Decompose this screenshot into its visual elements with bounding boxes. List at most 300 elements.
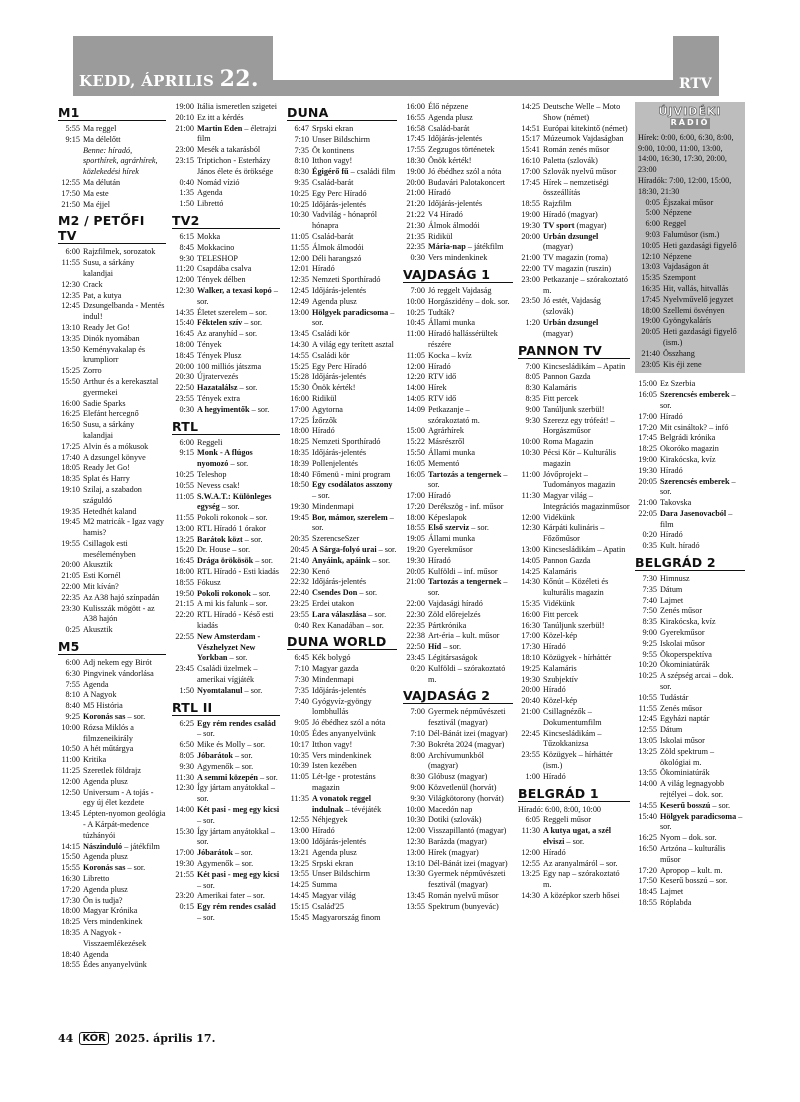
program-name: A középkor szerb hősei: [543, 890, 620, 900]
program-time: 7:50: [642, 606, 657, 616]
program-time: 12:55: [638, 725, 657, 735]
program-row: [287, 869, 397, 880]
program-name: Zöld spektrum – ökológiai m.: [660, 746, 715, 767]
program-row: [635, 530, 745, 541]
program-time: 22:32: [290, 577, 309, 587]
program-name: Egyházi naptár: [660, 714, 710, 724]
program-row: [58, 852, 166, 863]
program-title: [197, 773, 280, 784]
program-row: [172, 438, 280, 449]
program-time: 1:35: [179, 188, 194, 198]
program-row: [172, 188, 280, 199]
program-title: [312, 297, 397, 308]
program-time: 13:35: [61, 333, 80, 343]
program-time: 10:25: [406, 307, 425, 317]
program-time: 15:50: [406, 447, 425, 457]
program-row: [518, 772, 630, 783]
program-title: [197, 318, 280, 329]
program-title: [197, 264, 280, 275]
program-title: [660, 650, 745, 661]
program-name: Első szerviz: [428, 523, 470, 533]
program-title: [83, 906, 166, 917]
program-row: [287, 448, 397, 459]
program-name: Időjárás-jelentés: [312, 577, 367, 587]
program-time: 20:10: [175, 112, 194, 122]
program-row: [518, 610, 630, 621]
program-name: Anyáink, apáink: [312, 555, 371, 565]
program-title: [197, 805, 280, 827]
program-row: [58, 788, 166, 810]
program-title: [543, 437, 630, 448]
program-time: 12:01: [290, 264, 309, 274]
program-title: [312, 200, 397, 211]
program-time: 0:35: [642, 541, 657, 551]
program-row: [172, 805, 280, 827]
program-name: Román zenés műsor: [543, 145, 610, 155]
program-name: Agenda: [83, 949, 109, 959]
program-name: Akusztik: [83, 560, 113, 570]
program-time: 15:45: [290, 912, 309, 922]
program-row: [635, 833, 745, 844]
program-name: Mindenmapi: [312, 501, 354, 511]
program-name: Időjárás-jelentés: [428, 134, 483, 144]
program-row: [58, 323, 166, 334]
program-time: 17:45: [406, 134, 425, 144]
program-title: [543, 696, 630, 707]
program-name: Híradó: [428, 188, 451, 198]
program-time: 17:50: [61, 188, 80, 198]
program-row: [287, 913, 397, 924]
program-row: [635, 693, 745, 704]
program-title: [663, 349, 742, 360]
program-time: 22:35: [61, 592, 80, 602]
program-time: 14:25: [290, 880, 309, 890]
program-title: [428, 362, 513, 373]
program-row: [403, 513, 513, 524]
program-name: Srpski ekran: [312, 124, 354, 133]
program-row: [518, 232, 630, 254]
program-name: Két pasi - meg egy kicsi: [197, 869, 280, 879]
program-title: [663, 230, 742, 241]
program-row: [287, 329, 397, 340]
program-row: [58, 258, 166, 280]
program-name: TV magazin (ruszin): [543, 263, 612, 273]
program-title: [663, 360, 742, 371]
program-time: 13:25: [175, 534, 194, 544]
radio-news-times: Hírek: 0:00, 6:00, 6:30, 8:00, 9:00, 10:00, 11:00, 13:00, 14:00, 16:30, 17:30, 20:00, 23:00: [638, 132, 734, 175]
program-name: Petkazanje – szórakoztató m.: [428, 404, 480, 425]
program-row: [172, 448, 280, 470]
program-row: [518, 567, 630, 578]
program-name: Monk - A flúgos nyomozó: [197, 448, 253, 469]
program-time: 13:55: [406, 901, 425, 911]
program-title: [428, 437, 513, 448]
program-row: [518, 599, 630, 610]
program-name: Jóvőprojekt – Tudományos magazin: [543, 469, 616, 490]
program-title: [660, 477, 745, 499]
program-time: 15:00: [638, 379, 657, 389]
program-name: Bor, mámor, szerelem: [312, 512, 388, 522]
program-title: [428, 556, 513, 567]
program-title: [83, 507, 166, 518]
program-name: Önök kérték!: [312, 383, 356, 393]
program-time: 0:05: [645, 197, 660, 207]
program-row: [287, 675, 397, 686]
program-time: 10:25: [638, 671, 657, 681]
program-time: 16:30: [61, 874, 80, 883]
program-time: 5:55: [65, 124, 80, 133]
program-row: [58, 712, 166, 723]
program-name: A világ legnagyobb rejtélyei – dok. sor.: [660, 779, 725, 800]
program-name: Fitt percek: [543, 393, 579, 403]
program-title: [312, 599, 397, 610]
program-name: Főmenü - mini program: [312, 469, 391, 479]
program-name: RTV idő: [428, 372, 457, 382]
program-time: 14:00: [175, 805, 194, 815]
program-time: 13:50: [61, 344, 80, 354]
program-time: 17:25: [290, 415, 309, 425]
program-row: [518, 815, 630, 826]
program-row: [635, 768, 745, 779]
program-time: 9:30: [525, 415, 540, 425]
program-name: Családi kör: [312, 350, 350, 360]
program-title: [197, 848, 280, 859]
program-time: 7:00: [410, 285, 425, 295]
program-row: [403, 308, 513, 319]
program-name: A vonatok reggel indulnak: [312, 793, 371, 814]
program-name: Család-barát: [428, 123, 470, 133]
program-row: [638, 284, 742, 295]
program-title: [312, 210, 397, 232]
program-time: 11:05: [290, 231, 309, 241]
program-name: Kulisszák mögött - az A38 hajón: [83, 603, 155, 624]
program-name: Közügyek – hírháttér (ism.): [543, 750, 613, 771]
program-name: Állami munka: [428, 447, 476, 457]
program-genre: – sor.: [428, 577, 508, 598]
program-title: [83, 258, 166, 280]
program-time: 23:30: [61, 603, 80, 613]
program-time: 18:45: [175, 350, 194, 360]
program-title: [660, 844, 745, 866]
program-time: 10:05: [641, 240, 660, 250]
program-title: [83, 809, 166, 841]
program-name: Vidékünk: [543, 599, 575, 609]
program-title: [428, 145, 513, 156]
program-title: [663, 241, 742, 252]
program-title: [428, 794, 513, 805]
program-time: 19:30: [290, 501, 309, 511]
program-name: Kalamáris: [543, 566, 577, 576]
program-row: [518, 848, 630, 859]
program-time: 23:45: [406, 653, 425, 663]
program-row: [172, 481, 280, 492]
program-time: 22:05: [638, 508, 657, 518]
news-times: Híradó: 6:00, 8:00, 10:00: [518, 804, 602, 814]
program-time: 12:30: [175, 285, 194, 295]
program-row: [172, 243, 280, 254]
program-title: [312, 189, 397, 200]
program-name: Európai kitekintő (német): [543, 123, 628, 133]
program-row: [635, 747, 745, 769]
program-title: [312, 243, 397, 254]
program-row: [403, 156, 513, 167]
channel-heading: VAJDASÁG 1: [403, 267, 513, 283]
program-title: [83, 885, 166, 896]
program-row: [518, 653, 630, 664]
program-row: [518, 221, 630, 232]
program-time: 20:05: [638, 476, 657, 486]
program-title: [543, 491, 630, 513]
program-title: [663, 327, 742, 349]
program-title: [197, 448, 280, 470]
program-row: [58, 366, 166, 377]
program-row: [403, 502, 513, 513]
program-row: [58, 517, 166, 539]
program-time: 15:41: [521, 145, 540, 155]
program-row: [172, 275, 280, 286]
program-name: Az A38 hajó színpadán: [83, 592, 160, 602]
program-title: [543, 815, 630, 826]
program-genre: – sor.: [227, 653, 248, 663]
program-name: Egy Perc Híradó: [312, 361, 367, 371]
program-name: Déli harangszó: [312, 253, 362, 263]
program-name: Jó ébédhez szól a nóta: [312, 718, 386, 728]
program-title: [543, 675, 630, 686]
program-time: 7:00: [525, 361, 540, 371]
program-name: Önök kérték!: [428, 155, 472, 165]
program-time: 18:45: [638, 887, 657, 897]
program-title: [428, 470, 513, 492]
program-title: [83, 345, 166, 367]
program-time: 21:55: [175, 869, 194, 879]
program-name: Pártkrónika: [428, 620, 467, 630]
program-time: 12:55: [521, 858, 540, 868]
program-genre: – sor.: [237, 383, 258, 393]
program-name: A világ egy terített asztal: [312, 339, 394, 349]
program-time: 23:00: [175, 145, 194, 155]
program-time: 22:00: [61, 582, 80, 592]
program-time: 15:28: [290, 372, 309, 382]
program-title: [312, 146, 397, 157]
program-row: [172, 394, 280, 405]
program-title: [428, 210, 513, 221]
program-row: [403, 859, 513, 870]
program-time: 18:55: [638, 897, 657, 907]
program-name: Spektrum (bunyevác): [428, 901, 499, 911]
program-time: 11:55: [290, 242, 309, 252]
program-title: [543, 631, 630, 642]
program-name: Koronás sas: [83, 712, 126, 722]
program-name: Élő népzene: [428, 102, 469, 111]
program-genre: – sor.: [249, 404, 270, 414]
program-name: Magyar gazda: [312, 664, 359, 674]
program-name: Kőnút – Közéleti és kulturális magazin: [543, 577, 609, 598]
program-time: 21:00: [406, 188, 425, 198]
program-row: [403, 610, 513, 621]
program-name: 100 milliós játszma: [197, 361, 262, 371]
program-title: [428, 124, 513, 135]
program-title: [83, 453, 166, 464]
program-row: [287, 534, 397, 545]
program-time: 10:00: [521, 437, 540, 447]
program-row: [518, 178, 630, 200]
program-genre: – sor.: [370, 555, 391, 565]
program-name: Tények Plusz: [197, 350, 242, 360]
program-time: 13:30: [406, 869, 425, 879]
program-title: [83, 917, 166, 928]
header-day: KEDD, ÁPRILIS: [79, 72, 215, 90]
program-name: Híd: [428, 642, 442, 652]
program-title: [83, 409, 166, 420]
footer: [58, 1032, 215, 1045]
program-name: Szubjektív: [543, 674, 579, 684]
program-genre: – sor.: [312, 512, 394, 533]
program-time: 16:00: [61, 398, 80, 408]
program-row: [287, 297, 397, 308]
program-name: Itália ismeretlen szigetei: [197, 102, 278, 111]
program-name: Szellemi ösvényen: [663, 305, 725, 315]
program-row: [635, 596, 745, 607]
program-time: 7:40: [294, 696, 309, 706]
program-time: 16:00: [521, 609, 540, 619]
program-title: [663, 316, 742, 327]
program-row: [172, 719, 280, 741]
program-name: Sadie Sparks: [83, 398, 126, 408]
program-row: [403, 362, 513, 373]
program-row: [172, 535, 280, 546]
program-name: Mokka: [197, 231, 221, 241]
program-time: 18:25: [61, 917, 80, 927]
program-time: 6:47: [294, 124, 309, 133]
program-name: Ready Jet Go!: [83, 322, 130, 332]
program-name: Kritika: [83, 755, 107, 765]
program-name: A semmi közepén: [197, 772, 258, 782]
program-row: [287, 588, 397, 599]
program-time: 20:05: [406, 566, 425, 576]
program-title: [660, 390, 745, 412]
program-row: [58, 723, 166, 745]
program-title: [543, 859, 630, 870]
program-name: Arthur és a kerekasztal gyermekei: [83, 376, 159, 397]
program-row: [635, 433, 745, 444]
program-row: [58, 409, 166, 420]
program-time: 19:00: [638, 454, 657, 464]
program-time: 9:05: [294, 718, 309, 728]
program-time: 9:30: [179, 253, 194, 263]
program-name: Vadvilág - hónapról hónapra: [312, 210, 378, 231]
program-row: [518, 556, 630, 567]
program-title: [543, 232, 630, 254]
program-title: [197, 405, 280, 416]
program-name: Crack: [83, 279, 103, 289]
program-row: [58, 453, 166, 464]
program-time: 9:00: [525, 404, 540, 414]
program-time: 10:00: [406, 804, 425, 814]
program-title: [83, 200, 166, 211]
program-row: [287, 502, 397, 513]
program-time: 14:55: [638, 800, 657, 810]
program-row: [638, 219, 742, 230]
program-name: Ma reggel: [83, 124, 117, 133]
program-row: [287, 653, 397, 664]
program-time: 8:30: [294, 167, 309, 177]
program-time: 21:22: [406, 209, 425, 219]
program-title: [660, 466, 745, 477]
program-name: M5 História: [83, 701, 123, 711]
program-time: 15:17: [521, 134, 540, 144]
program-title: [663, 295, 742, 306]
program-title: [83, 896, 166, 907]
program-row: [403, 599, 513, 610]
program-time: 9:15: [65, 134, 80, 144]
program-time: 18:00: [61, 906, 80, 916]
program-time: 12:00: [175, 275, 194, 285]
program-title: [312, 426, 397, 437]
program-time: 22:38: [406, 631, 425, 641]
program-row: [172, 578, 280, 589]
program-time: 8:10: [294, 156, 309, 166]
program-name: Nevess csak!: [197, 480, 240, 490]
program-time: 18:30: [406, 155, 425, 165]
program-row: [635, 412, 745, 423]
program-row: [172, 124, 280, 146]
channel-heading: RTL: [172, 419, 280, 435]
program-name: Adj nekem egy Birót: [83, 658, 152, 668]
program-name: Rózsa Miklós a filmzeneikirály: [83, 722, 134, 743]
program-name: Időjárás-jelentés: [312, 447, 367, 457]
program-row: [635, 725, 745, 736]
program-row: [287, 124, 397, 135]
program-row: [287, 405, 397, 416]
program-title: [312, 880, 397, 891]
program-name: Tanúljunk szerbül!: [543, 620, 605, 630]
program-title: [197, 891, 280, 902]
program-name: Híradó: [660, 465, 683, 475]
program-row: [403, 621, 513, 632]
program-time: 12:35: [61, 290, 80, 300]
program-row: [287, 480, 397, 502]
program-name: Splat és Harry: [83, 474, 130, 484]
program-title: [543, 642, 630, 653]
program-name: Szerencsés emberek: [660, 476, 730, 486]
program-title: [543, 362, 630, 373]
program-row: [403, 545, 513, 556]
program-time: 10:25: [175, 469, 194, 479]
program-row: [172, 827, 280, 849]
program-title: [197, 524, 280, 535]
program-genre: – sor.: [197, 729, 215, 739]
program-time: 11:30: [521, 826, 540, 836]
program-title: [543, 394, 630, 405]
program-time: 23:55: [521, 750, 540, 760]
program-title: [83, 669, 166, 680]
program-title: [312, 588, 397, 599]
program-note: Benne: híradó, sporthírek, agrárhírek, közlekedési hírek: [83, 145, 158, 177]
program-row: [287, 751, 397, 762]
program-row: [403, 523, 513, 534]
program-title: [312, 448, 397, 459]
program-name: Heti gazdasági figyelő (ism.): [663, 327, 737, 347]
program-time: 23:55: [175, 393, 194, 403]
program-title: [197, 243, 280, 254]
program-name: Pingvinek vándorlása: [83, 668, 154, 678]
program-name: V4 Híradó: [428, 209, 463, 219]
program-title: [543, 372, 630, 383]
program-title: [543, 621, 630, 632]
program-title: [428, 405, 513, 427]
program-title: [197, 870, 280, 892]
program-time: 17:45: [638, 433, 657, 443]
